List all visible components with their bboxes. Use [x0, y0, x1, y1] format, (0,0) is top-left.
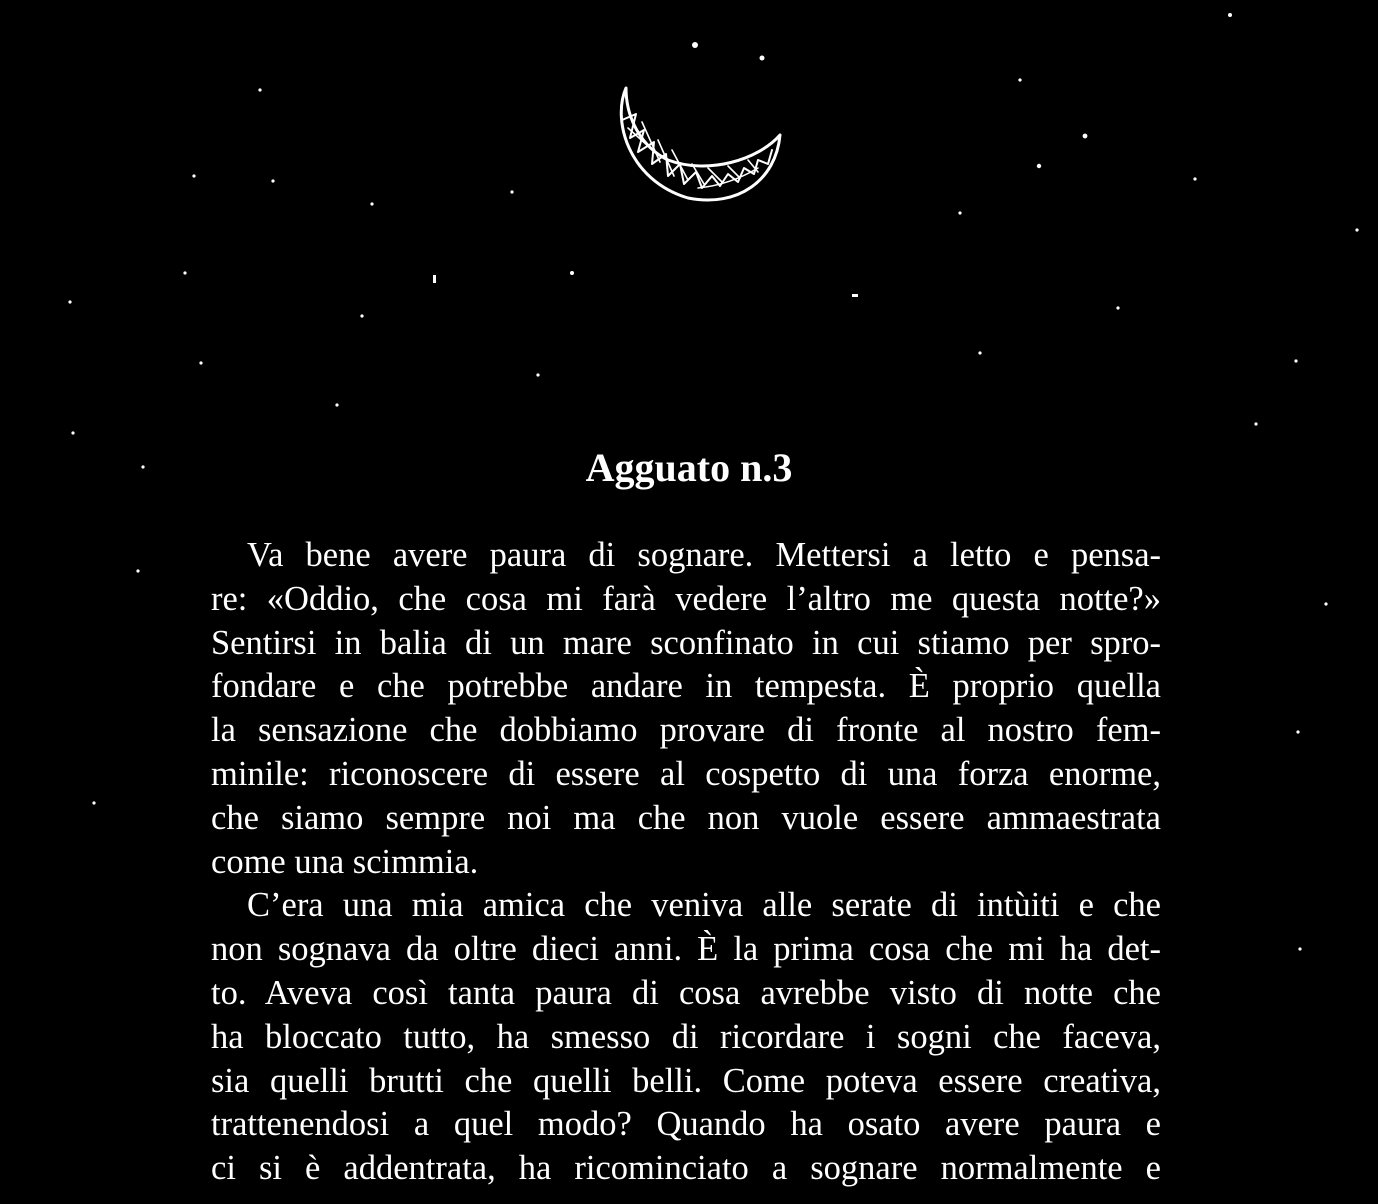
star-dot-icon — [510, 190, 513, 193]
text-line: ha bloccato tutto, ha smesso di ricordare i sogni che faceva, — [211, 1017, 1161, 1056]
star-dot-icon — [1324, 602, 1327, 605]
text-line: la sensazione che dobbiamo provare di fronte al nostro fem- — [211, 711, 1161, 750]
star-dot-icon — [1116, 306, 1119, 309]
star-dot-icon — [692, 42, 698, 48]
star-dot-icon — [183, 271, 186, 274]
text-line: minile: riconoscere di essere al cospetto di una forza enorme, — [211, 754, 1161, 793]
text-line: to. Aveva così tanta paura di cosa avrebbe visto di notte che — [211, 973, 1161, 1012]
star-dot-icon — [1254, 422, 1257, 425]
star-dot-icon — [978, 351, 981, 354]
star-dot-icon — [1018, 78, 1021, 81]
star-dot-icon — [271, 179, 274, 182]
star-dot-icon — [92, 801, 95, 804]
text-line: sia quelli brutti che quelli belli. Come poteva essere creativa, — [211, 1061, 1161, 1100]
star-dot-icon — [192, 174, 195, 177]
star-dot-icon — [370, 202, 373, 205]
star-dot-icon — [1294, 359, 1297, 362]
body-text — [211, 534, 1161, 1191]
paragraph — [211, 534, 1161, 884]
text-line: come una scimmia. — [211, 842, 479, 881]
star-dot-icon — [760, 56, 765, 61]
star-dot-icon — [1037, 164, 1041, 168]
star-dot-icon — [1083, 134, 1088, 139]
page-title: Agguato n.3 — [585, 445, 793, 490]
star-dot-icon — [199, 361, 202, 364]
star-dot-icon — [136, 569, 139, 572]
star-dot-icon — [1228, 13, 1232, 17]
star-dot-icon — [536, 373, 539, 376]
text-line: ci si è addentrata, ha ricominciato a sognare normalmente e — [211, 1149, 1161, 1188]
star-dot-icon — [570, 271, 574, 275]
star-dot-icon — [1355, 228, 1358, 231]
star-dot-icon — [1193, 177, 1196, 180]
star-dot-icon — [360, 314, 363, 317]
text-line: trattenendosi a quel modo? Quando ha osato avere paura e — [211, 1105, 1161, 1144]
star-dot-icon — [335, 403, 338, 406]
star-dot-icon — [258, 88, 261, 91]
text-line: fondare e che potrebbe andare in tempesta. È proprio quella — [211, 667, 1161, 706]
paragraph — [211, 884, 1161, 1191]
text-line: che siamo sempre noi ma che non vuole essere ammaestrata — [211, 798, 1161, 837]
star-dot-icon — [1296, 730, 1299, 733]
star-dot-icon — [958, 211, 961, 214]
crescent-moon-icon — [608, 80, 788, 210]
text-line: C’era una mia amica che veniva alle serate di intùiti e che — [247, 886, 1161, 925]
text-line: re: «Oddio, che cosa mi farà vedere l’altro me questa notte?» — [211, 579, 1161, 618]
text-line: Va bene avere paura di sognare. Mettersi a letto e pensa- — [247, 536, 1161, 574]
star-dot-icon — [68, 300, 71, 303]
star-dot-icon — [1298, 947, 1301, 950]
text-line: non sognava da oltre dieci anni. È la prima cosa che mi ha det- — [211, 930, 1161, 969]
star-dot-icon — [71, 431, 74, 434]
star-dot-icon — [852, 294, 858, 297]
text-line: Sentirsi in balia di un mare sconfinato in cui stiamo per spro- — [211, 623, 1161, 662]
star-dot-icon — [433, 275, 436, 283]
